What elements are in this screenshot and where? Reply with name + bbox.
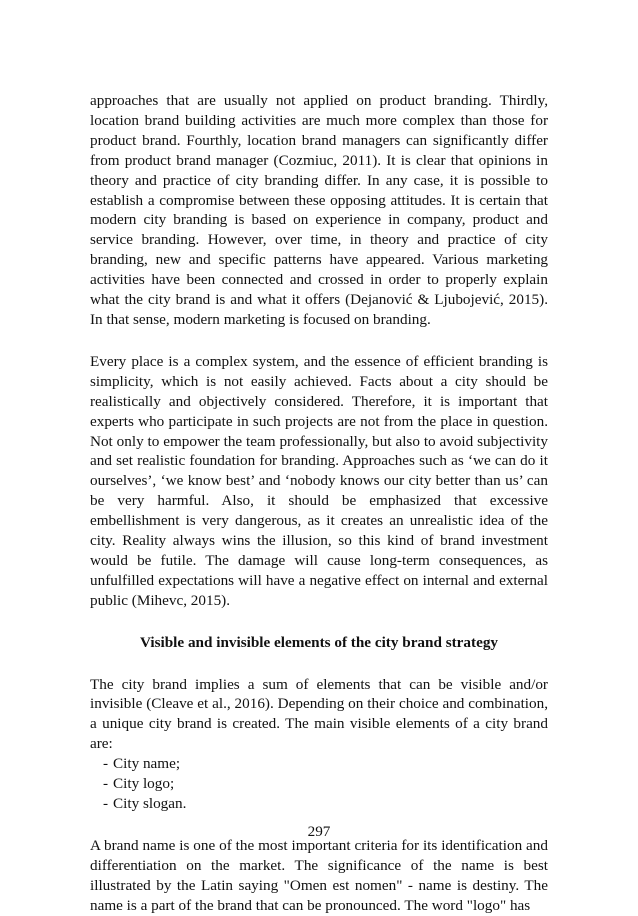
page-number: 297 [307, 823, 331, 840]
list-item-text: City logo; [113, 775, 175, 793]
paragraph: Every place is a complex system, and the essence of efficient branding is simplicity, which is not easily achieved. Facts about a city should be realistically and objectively considered. Therefore, it is important that experts who participate in such projects are not from the place in question. Not only to empower the team professionally, but also to avoid subjectivity and set realistic foundation for branding. Approaches such as ‘we can do it ourselves’, ‘we know best’ and ‘nobody knows our city better than us’ can be very harmful. Also, it should be emphasized that excessive embellishment is very dangerous, as it creates an unrealistic idea of the city. Reality always wins the illusion, so this kind of brand investment would be futile. The damage will cause long-term consequences, as unfulfilled expectations will have a negative effect on internal and external public (Mihevc, 2015). [90, 352, 548, 609]
paragraph: A brand name is one of the most important criteria for its identification and differentiation on the market. The significance of the name is best illustrated by the Latin saying "Omen est nomen" - name is destiny. The name is a part of the brand that can be pronounced. The word "logo" has [90, 836, 548, 914]
list-item [90, 754, 548, 774]
paragraph-gap [90, 653, 548, 675]
bullet-list [90, 754, 548, 814]
bullet-marker: - [103, 775, 109, 793]
section-heading: Visible and invisible elements of the city brand strategy [139, 633, 499, 651]
paragraph: approaches that are usually not applied on product branding. Thirdly, location brand building activities are much more complex than those for product brand. Fourthly, location brand managers can significantly differ from product brand manager (Cozmiuc, 2011). It is clear that opinions in theory and practice of city branding differ. In any case, it is possible to establish a compromise between these opposing attitudes. It is certain that modern city branding is based on experience in company, product and service branding. However, over time, in theory and practice of city branding, new and specific patterns have appeared. Various marketing activities have been connected and crossed in order to properly explain what the city brand is and what it offers (Dejanović & Ljubojević, 2015). In that sense, modern marketing is focused on branding. [90, 92, 548, 328]
list-item [90, 774, 548, 794]
bullet-marker: - [103, 795, 109, 812]
body-text [90, 91, 548, 916]
list-item [90, 794, 548, 814]
list-item-text: City slogan. [113, 795, 187, 812]
paragraph-gap [90, 330, 548, 352]
paragraph: The city brand implies a sum of elements that can be visible and/or invisible (Cleave et al., 2016). Depending on their choice and combination, a unique city brand is created. The main visible elements of a city brand are: [90, 675, 548, 753]
list-item-text: City name; [113, 755, 181, 773]
bullet-marker: - [103, 755, 109, 773]
paragraph-gap [90, 611, 548, 633]
